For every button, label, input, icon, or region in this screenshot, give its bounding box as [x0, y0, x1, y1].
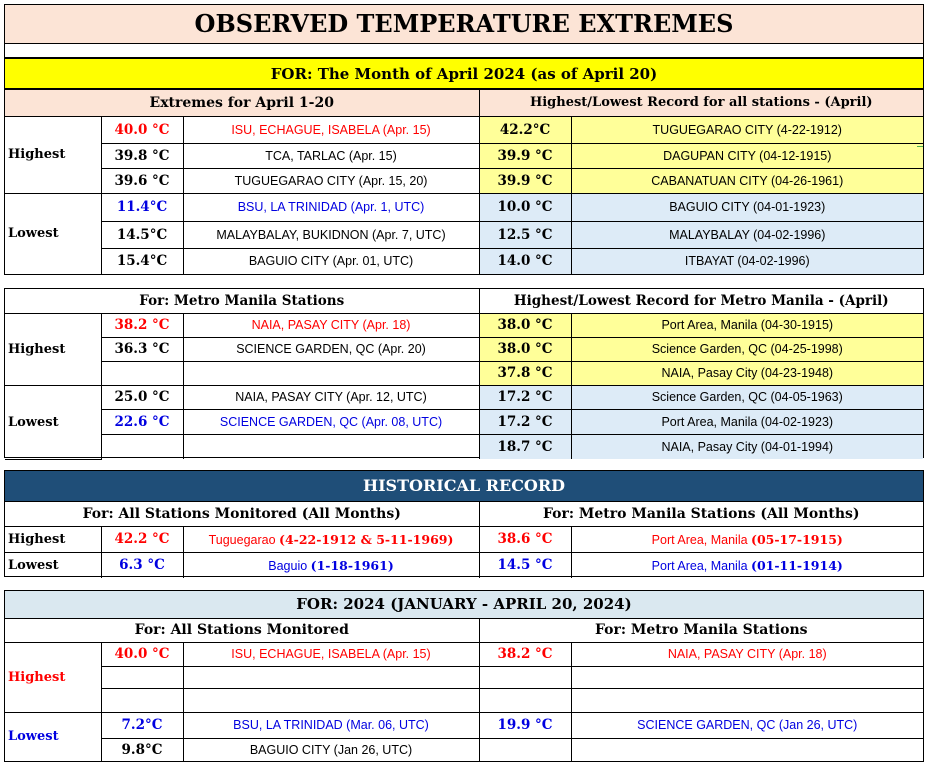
record-station: TUGUEGARAO CITY (4-22-1912) [571, 116, 923, 143]
record-station [571, 526, 923, 552]
spacer-row [5, 43, 923, 59]
april-extremes-header: Extremes for April 1-20 [5, 90, 479, 116]
station-name: ISU, ECHAGUE, ISABELA (Apr. 15) [183, 116, 479, 143]
temp-value: 39.8 °C [101, 143, 183, 168]
record-temp: 38.6 °C [479, 526, 571, 552]
station-name: ISU, ECHAGUE, ISABELA (Apr. 15) [183, 642, 479, 666]
cell-selection-marker [917, 146, 923, 147]
april-records-header: Highest/Lowest Record for all stations - (April) [479, 90, 923, 116]
record-temp: 19.9 °C [479, 712, 571, 738]
record-station: NAIA, PASAY CITY (Apr. 18) [571, 642, 923, 666]
record-station: NAIA, Pasay City (04-23-1948) [571, 361, 923, 385]
record-temp: 14.5 °C [479, 552, 571, 578]
all-stations-header: For: All Stations Monitored (All Months) [5, 501, 479, 526]
historical-record-table [4, 470, 924, 577]
temp-value: 36.3 °C [101, 337, 183, 361]
record-station: Port Area, Manila (04-30-1915) [571, 313, 923, 337]
record-station: ITBAYAT (04-02-1996) [571, 248, 923, 274]
station-name [183, 552, 479, 578]
temp-value [101, 434, 183, 459]
record-temp: 39.9 °C [479, 168, 571, 193]
month-banner [4, 58, 924, 89]
station-name: SCIENCE GARDEN, QC (Apr. 20) [183, 337, 479, 361]
record-station: Port Area, Manila (04-02-1923) [571, 409, 923, 434]
all-stations-header: For: All Stations Monitored [5, 618, 479, 642]
temp-value: 6.3 °C [101, 552, 183, 578]
temp-value: 9.8°C [101, 738, 183, 761]
page-title: OBSERVED TEMPERATURE EXTREMES [5, 5, 923, 43]
metro-manila-table [4, 288, 924, 458]
temp-value: 22.6 °C [101, 409, 183, 434]
highest-label: Highest [5, 642, 101, 712]
record-station: NAIA, Pasay City (04-01-1994) [571, 434, 923, 459]
station-name: MALAYBALAY, BUKIDNON (Apr. 7, UTC) [183, 221, 479, 248]
empty-cell [183, 666, 479, 688]
lowest-label: Lowest [5, 193, 101, 274]
station-name: NAIA, PASAY CITY (Apr. 12, UTC) [183, 385, 479, 409]
station-name [183, 361, 479, 385]
record-temp: 17.2 °C [479, 409, 571, 434]
lowest-label: Lowest [5, 712, 101, 761]
historical-header: HISTORICAL RECORD [5, 471, 923, 501]
temp-value: 40.0 °C [101, 642, 183, 666]
metro-stations-header: For: Metro Manila Stations [479, 618, 923, 642]
temp-value: 40.0 °C [101, 116, 183, 143]
record-temp: 39.9 °C [479, 143, 571, 168]
temp-value: 7.2°C [101, 712, 183, 738]
record-date: (4-22-1912 & 5-11-1969) [279, 531, 454, 547]
record-station: CABANATUAN CITY (04-26-1961) [571, 168, 923, 193]
record-station: BAGUIO CITY (04-01-1923) [571, 193, 923, 221]
temp-value: 15.4°C [101, 248, 183, 274]
title-block [4, 4, 924, 58]
station-label: Tuguegarao [208, 532, 280, 547]
record-station: SCIENCE GARDEN, QC (Jan 26, UTC) [571, 712, 923, 738]
station-name: BSU, LA TRINIDAD (Mar. 06, UTC) [183, 712, 479, 738]
empty-cell [101, 666, 183, 688]
station-name [183, 526, 479, 552]
year-2024-header: FOR: 2024 (JANUARY - APRIL 20, 2024) [5, 591, 923, 618]
temp-value: 42.2 °C [101, 526, 183, 552]
record-temp: 10.0 °C [479, 193, 571, 221]
empty-cell [571, 738, 923, 761]
record-temp: 42.2°C [479, 116, 571, 143]
empty-cell [571, 666, 923, 688]
record-station: Science Garden, QC (04-25-1998) [571, 337, 923, 361]
lowest-label: Lowest [5, 552, 101, 578]
temp-value: 39.6 °C [101, 168, 183, 193]
month-banner-text: FOR: The Month of April 2024 (as of April 20) [5, 59, 923, 88]
station-name: TCA, TARLAC (Apr. 15) [183, 143, 479, 168]
empty-cell [183, 688, 479, 712]
station-name: SCIENCE GARDEN, QC (Apr. 08, UTC) [183, 409, 479, 434]
record-temp: 38.0 °C [479, 313, 571, 337]
lowest-label: Lowest [5, 385, 101, 459]
temp-value: 11.4°C [101, 193, 183, 221]
year-2024-table [4, 590, 924, 762]
record-station: Science Garden, QC (04-05-1963) [571, 385, 923, 409]
highest-label: Highest [5, 313, 101, 385]
metro-stations-header: For: Metro Manila Stations (All Months) [479, 501, 923, 526]
station-name: NAIA, PASAY CITY (Apr. 18) [183, 313, 479, 337]
empty-cell [571, 688, 923, 712]
temp-value: 25.0 °C [101, 385, 183, 409]
highest-label: Highest [5, 116, 101, 193]
record-date: (1-18-1961) [310, 557, 394, 573]
record-date: (01-11-1914) [751, 557, 843, 573]
station-name [183, 434, 479, 459]
temp-value [101, 361, 183, 385]
record-date: (05-17-1915) [751, 531, 843, 547]
record-temp: 37.8 °C [479, 361, 571, 385]
record-temp: 38.2 °C [479, 642, 571, 666]
record-temp: 18.7 °C [479, 434, 571, 459]
empty-cell [479, 738, 571, 761]
highest-label: Highest [5, 526, 101, 552]
station-name: BSU, LA TRINIDAD (Apr. 1, UTC) [183, 193, 479, 221]
station-name: BAGUIO CITY (Apr. 01, UTC) [183, 248, 479, 274]
record-station [571, 552, 923, 578]
temp-value: 38.2 °C [101, 313, 183, 337]
metro-manila-header: For: Metro Manila Stations [5, 289, 479, 313]
record-temp: 38.0 °C [479, 337, 571, 361]
record-temp: 14.0 °C [479, 248, 571, 274]
station-name: BAGUIO CITY (Jan 26, UTC) [183, 738, 479, 761]
record-temp: 12.5 °C [479, 221, 571, 248]
temp-value: 14.5°C [101, 221, 183, 248]
record-station: DAGUPAN CITY (04-12-1915) [571, 143, 923, 168]
station-label: Port Area, Manila [651, 558, 752, 573]
empty-cell [479, 666, 571, 688]
april-extremes-table [4, 89, 924, 275]
station-label: Baguio [268, 558, 311, 573]
empty-cell [101, 688, 183, 712]
empty-cell [479, 688, 571, 712]
record-temp: 17.2 °C [479, 385, 571, 409]
metro-records-header: Highest/Lowest Record for Metro Manila - (April) [479, 289, 923, 313]
station-label: Port Area, Manila [651, 532, 752, 547]
record-station: MALAYBALAY (04-02-1996) [571, 221, 923, 248]
station-name: TUGUEGARAO CITY (Apr. 15, 20) [183, 168, 479, 193]
